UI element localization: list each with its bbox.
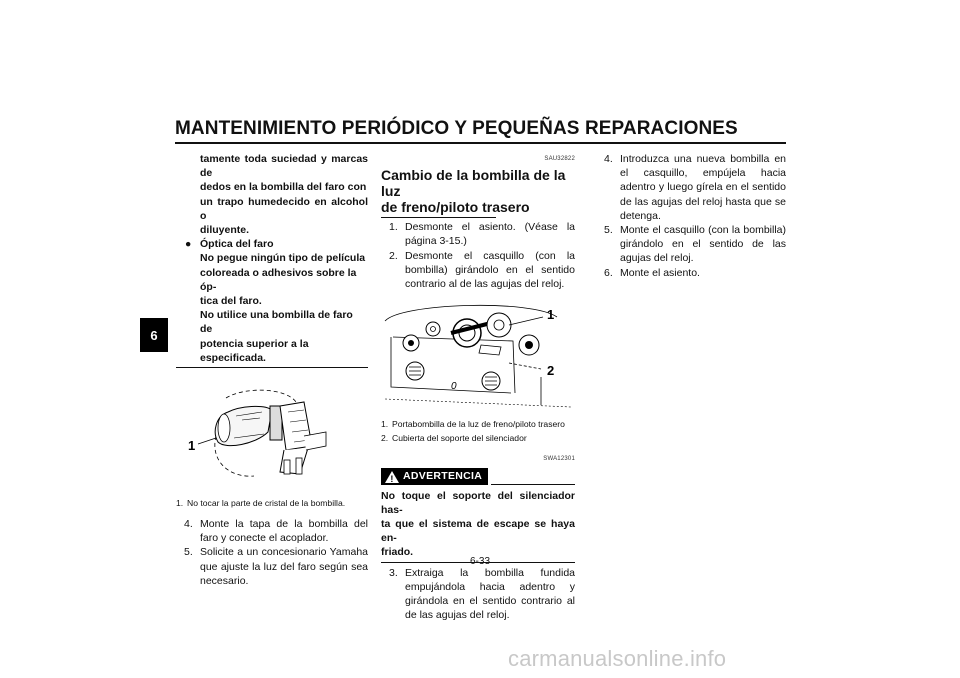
list-item: 2. Desmonte el casquillo (con la bombilla) girándolo en el sentido contrario al de las agujas del reloj. [389, 249, 575, 291]
figure-caption: 1. No tocar la parte de cristal de la bombilla. [176, 498, 346, 509]
list-item: 1. Desmonte el asiento. (Véase la página 3-15.) [389, 221, 575, 248]
steps-list-col1 [176, 517, 368, 588]
bullet-icon: ● [185, 238, 192, 251]
bullet-item: ● Óptica del faro No pegue ningún tipo de película coloreada o adhesivos sobre la óp- tica del faro. No utilice una bombilla de faro de potencia superior a la especificada. [185, 238, 366, 364]
list-item: 5. Solicite a un concesionario Yamaha que ajuste la luz del faro según sea necesario. [184, 546, 368, 587]
list-item: 6. Monte el asiento. [604, 266, 700, 279]
watermark: carmanualsonline.info [508, 646, 727, 671]
list-item: 3. Extraiga la bombilla fundida empujándola hacia adentro y girándola en el sentido contrario al de las agujas del reloj. [389, 566, 575, 622]
figure-label-1: 1 [547, 307, 555, 323]
heading-underline [381, 217, 496, 218]
section-divider [176, 367, 368, 368]
figure-captions [381, 419, 575, 444]
steps-list-col2b [381, 566, 575, 623]
section-heading: Cambio de la bombilla de la luz de freno/piloto trasero [381, 167, 566, 216]
page-number: 6-33 [470, 556, 491, 567]
page-title: MANTENIMIENTO PERIÓDICO Y PEQUEÑAS REPARACIONES [175, 118, 738, 139]
figure-label-1: 1 [188, 438, 196, 454]
section-code: SAU32822 [544, 156, 575, 162]
title-divider [175, 142, 786, 144]
warning-badge: ! ADVERTENCIA [381, 468, 488, 484]
svg-text:0: 0 [451, 381, 457, 393]
caption-item: 2. Cubierta del soporte del silenciador [381, 433, 527, 444]
warning-code: SWA12301 [543, 456, 575, 463]
figure-label-2: 2 [547, 363, 555, 379]
warning-header [381, 468, 575, 484]
column-right [596, 152, 786, 280]
intro-text: tamente toda suciedad y marcas de dedos en la bombilla del faro con un trapo humedecido en alcohol o diluyente. [200, 153, 368, 237]
chapter-tab: 6 [140, 318, 168, 352]
list-item: 4. Introduzca una nueva bombilla en el casquillo, empújela hacia adentro y luego gírela en el sentido de las agujas del reloj hasta que se detenga. [604, 153, 786, 222]
tail-light-figure [381, 297, 573, 415]
warning-text: No toque el soporte del silenciador has- ta que el sistema de escape se haya en- friado. [381, 489, 575, 559]
tail-light-illustration [381, 297, 575, 415]
steps-list-col2 [381, 220, 575, 291]
warning-rule [491, 484, 575, 485]
column-middle [381, 152, 575, 622]
warning-triangle-icon [384, 470, 400, 484]
svg-text:!: ! [390, 473, 394, 484]
headlight-bulb-figure [176, 376, 368, 496]
list-item: 4. Monte la tapa de la bombilla del faro y conecte el acoplador. [184, 518, 368, 545]
steps-list-col3 [596, 152, 786, 280]
list-item: 5. Monte el casquillo (con la bombilla) girándolo en el sentido de las agujas del reloj. [604, 224, 786, 265]
caption-item: 1. Portabombilla de la luz de freno/piloto trasero [381, 419, 565, 430]
headlight-bulb-illustration [176, 376, 368, 496]
column-left [176, 152, 368, 588]
